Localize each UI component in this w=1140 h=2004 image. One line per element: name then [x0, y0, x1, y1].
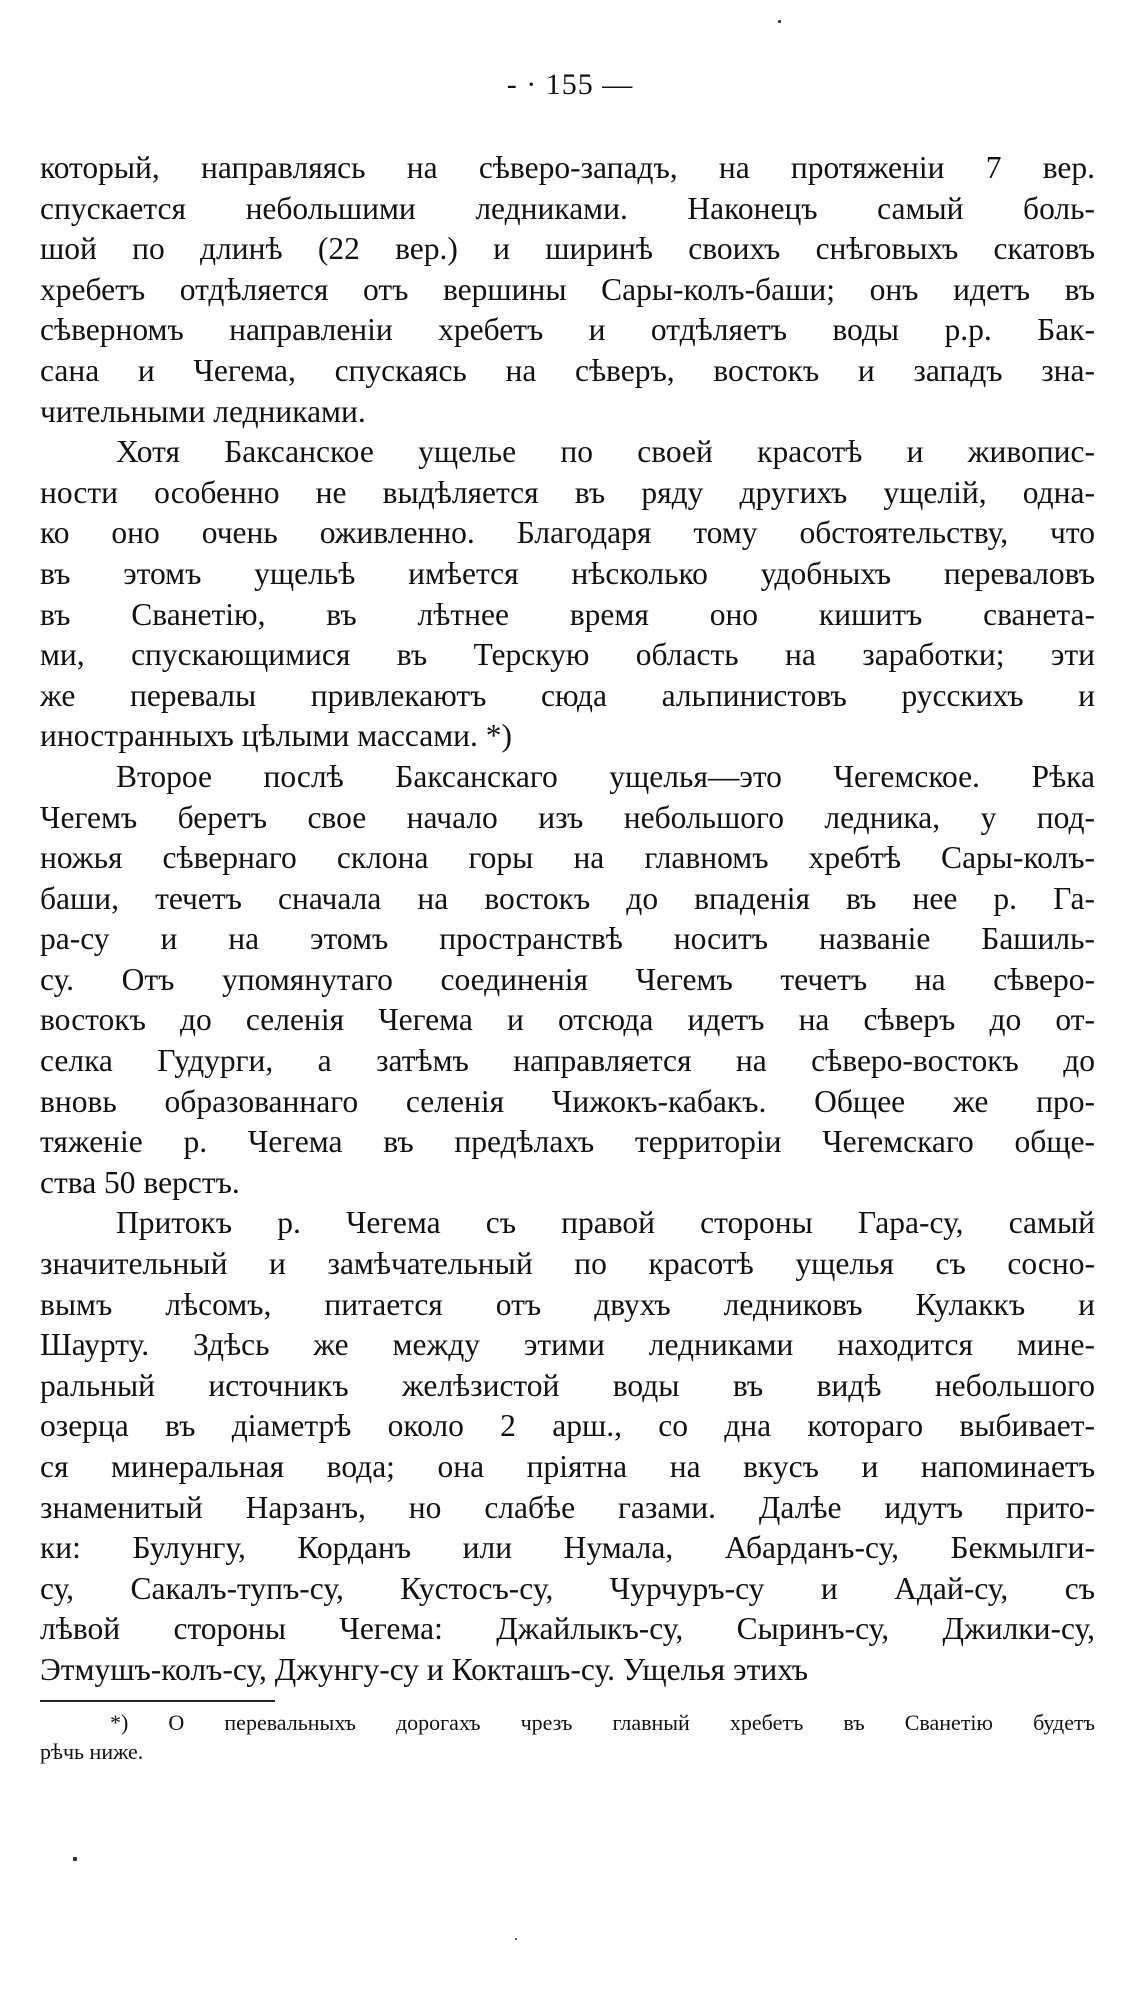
text-line: иностранныхъ цѣлыми массами. *)	[40, 718, 513, 754]
text-line: ножья сѣвернаго склона горы на главномъ хребтѣ Сары-колъ-	[40, 840, 1095, 876]
text-line: Хотя Баксанское ущелье по своей красотѣ и живопис-	[116, 434, 1095, 470]
text-line: сѣверномъ направленіи хребетъ и отдѣляетъ воды р.р. Бак-	[40, 312, 1095, 348]
text-line: Притокъ р. Чегема съ правой стороны Гара-су, самый	[116, 1205, 1095, 1241]
page-number: - · 155 —	[506, 68, 634, 101]
text-line: въ этомъ ущельѣ имѣется нѣсколько удобныхъ переваловъ	[40, 555, 1095, 591]
text-line: ства 50 верстъ.	[40, 1164, 240, 1200]
footnote	[40, 1708, 1095, 1766]
footnote-line: рѣчь ниже.	[40, 1739, 144, 1764]
text-line: селка Гудурги, а затѣмъ направляется на сѣверо-востокъ до	[40, 1043, 1095, 1079]
text-line: ки: Булунгу, Корданъ или Нумала, Абарданъ-су, Бекмылги-	[40, 1530, 1095, 1566]
text-line: въ Сванетію, въ лѣтнее время оно кишитъ сванета-	[40, 596, 1095, 632]
text-line: востокъ до селенія Чегема и отсюда идетъ на сѣверъ до от-	[40, 1002, 1095, 1038]
paper-speck	[778, 20, 781, 23]
text-line: ко оно очень оживленно. Благодаря тому обстоятельству, что	[40, 515, 1095, 551]
text-line: который, направляясь на сѣверо-западъ, на протяженіи 7 вер.	[40, 150, 1095, 185]
text-line: ности особенно не выдѣляется въ ряду другихъ ущелій, одна-	[40, 474, 1095, 510]
text-line: ся минеральная вода; она пріятна на вкусъ и напоминаетъ	[40, 1449, 1095, 1484]
text-line: тяженіе р. Чегема въ предѣлахъ территоріи Чегемскаго обще-	[40, 1124, 1095, 1160]
paper-speck	[515, 1938, 517, 1940]
footnote-divider	[40, 1700, 275, 1702]
text-line: су, Сакалъ-тупъ-су, Кустосъ-су, Чурчуръ-су и Адай-су, съ	[40, 1570, 1095, 1606]
main-text	[40, 148, 1095, 1691]
text-line: ральный источникъ желѣзистой воды въ видѣ небольшого	[40, 1367, 1095, 1403]
text-line: хребетъ отдѣляется отъ вершины Сары-колъ-баши; онъ идетъ въ	[40, 271, 1095, 307]
text-line: значительный и замѣчательный по красотѣ ущелья съ сосно-	[40, 1246, 1095, 1282]
text-line: Чегемъ беретъ свое начало изъ небольшого ледника, у под-	[40, 799, 1095, 835]
text-line: Второе послѣ Баксанскаго ущелья—это Чегемское. Рѣка	[116, 758, 1095, 794]
text-line: шой по длинѣ (22 вер.) и ширинѣ своихъ снѣговыхъ скатовъ	[40, 231, 1095, 267]
paper-speck	[73, 1857, 77, 1861]
text-line: лѣвой стороны Чегема: Джайлыкъ-су, Сыринъ-су, Джилки-су,	[40, 1611, 1095, 1647]
text-line: ми, спускающимися въ Терскую область на заработки; эти	[40, 637, 1095, 673]
text-line: озерца въ діаметрѣ около 2 арш., со дна котораго выбивает-	[40, 1408, 1095, 1444]
text-line: ра-су и на этомъ пространствѣ носитъ названіе Башиль-	[40, 921, 1095, 957]
text-line: Шаурту. Здѣсь же между этими ледниками находится мине-	[40, 1327, 1095, 1363]
text-line: вновь образованнаго селенія Чижокъ-кабакъ. Общее же про-	[40, 1083, 1095, 1119]
text-line: сана и Чегема, спускаясь на сѣверъ, востокъ и западъ зна-	[40, 352, 1095, 388]
text-line: баши, течетъ сначала на востокъ до впаденія въ нее р. Га-	[40, 880, 1095, 916]
text-line: чительными ледниками.	[40, 393, 366, 429]
text-line: знаменитый Нарзанъ, но слабѣе газами. Далѣе идутъ прито-	[40, 1489, 1095, 1525]
text-line: Этмушъ-колъ-су, Джунгу-су и Кокташъ-су. Ущелья этихъ	[40, 1651, 809, 1687]
text-line: вымъ лѣсомъ, питается отъ двухъ ледниковъ Кулаккъ и	[40, 1286, 1095, 1322]
text-line: же перевалы привлекаютъ сюда альпинистовъ русскихъ и	[40, 677, 1095, 713]
footnote-line: *) О перевальныхъ дорогахъ чрезъ главный хребетъ въ Сванетію будетъ	[110, 1710, 1095, 1735]
text-line: су. Отъ упомянутаго соединенія Чегемъ течетъ на сѣверо-	[40, 961, 1095, 997]
text-line: спускается небольшими ледниками. Наконецъ самый боль-	[40, 190, 1095, 226]
